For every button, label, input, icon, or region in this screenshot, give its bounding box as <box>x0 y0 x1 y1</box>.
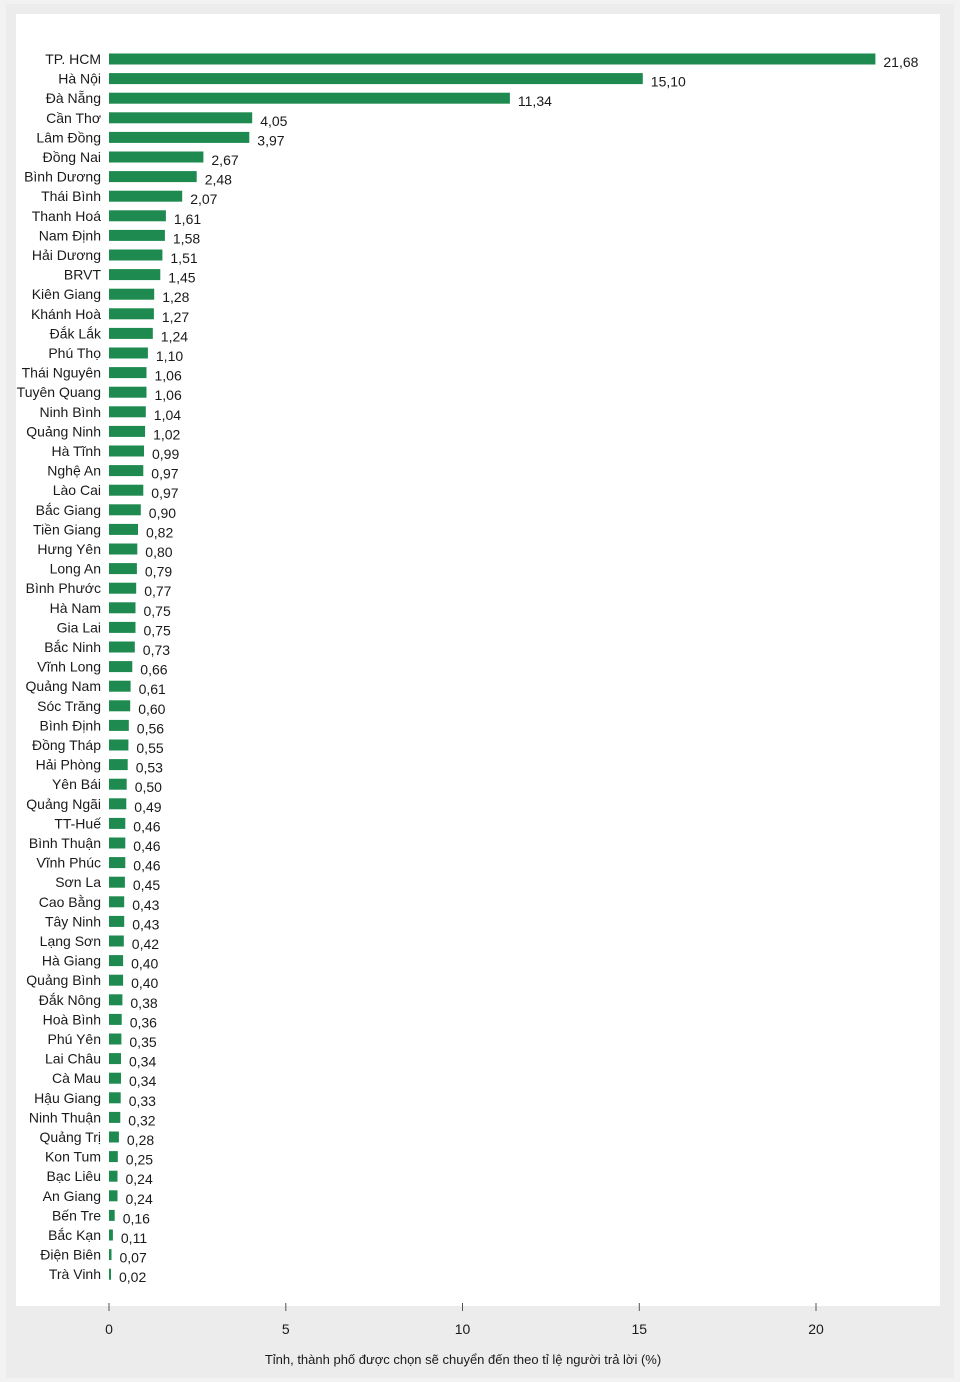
category-label: Ninh Thuận <box>28 1109 101 1126</box>
bar <box>109 73 643 84</box>
bar <box>109 191 182 202</box>
bar <box>109 544 137 555</box>
category-label: Tuyên Quang <box>16 384 101 401</box>
category-label: Quảng Bình <box>26 972 101 989</box>
value-label: 1,24 <box>160 328 189 345</box>
bar <box>109 1151 118 1162</box>
category-label: Hải Dương <box>31 247 101 263</box>
category-label: Bạc Liêu <box>46 1168 101 1185</box>
category-label: Bình Dương <box>24 168 101 185</box>
value-label: 0,53 <box>135 759 163 776</box>
bar <box>109 171 197 182</box>
bar <box>109 1269 111 1280</box>
category-label: Hậu Giang <box>34 1089 101 1106</box>
category-label: Cần Thơ <box>46 109 101 126</box>
value-label: 0,25 <box>125 1151 154 1168</box>
category-label: BRVT <box>63 266 101 283</box>
value-label: 0,56 <box>136 720 165 737</box>
value-label: 0,99 <box>152 446 180 462</box>
bar <box>109 1171 118 1182</box>
bar <box>109 955 123 966</box>
value-label: 0,50 <box>134 779 162 796</box>
value-label: 0,97 <box>151 485 179 502</box>
bar <box>109 524 138 535</box>
value-label: 0,40 <box>131 955 159 972</box>
category-label: Phú Thọ <box>48 345 101 361</box>
category-label: Bình Thuận <box>28 835 101 851</box>
bar <box>109 975 123 986</box>
category-label: Kon Tum <box>44 1148 101 1165</box>
bar <box>109 485 143 496</box>
category-label: Khánh Hoà <box>30 305 101 322</box>
bar <box>109 465 143 476</box>
category-label: TP. HCM <box>45 51 101 67</box>
value-label: 1,06 <box>154 387 182 404</box>
category-label: Lai Châu <box>44 1050 101 1067</box>
value-label: 0,77 <box>144 583 172 600</box>
value-label: 0,33 <box>128 1092 156 1109</box>
category-label: Lào Cai <box>52 482 101 499</box>
bar <box>109 1230 113 1241</box>
category-label: Vĩnh Phúc <box>36 854 101 871</box>
value-label: 15,10 <box>650 73 686 90</box>
bar <box>109 936 124 947</box>
value-label: 0,46 <box>133 857 161 874</box>
value-label: 11,34 <box>517 93 552 110</box>
value-label: 0,34 <box>129 1073 157 1090</box>
bar <box>109 112 252 123</box>
bar <box>109 1092 121 1103</box>
bar <box>109 622 136 633</box>
category-label: Trà Vinh <box>48 1266 101 1283</box>
category-label: Bắc Ninh <box>44 639 101 655</box>
value-label: 2,07 <box>190 191 218 208</box>
value-label: 0,55 <box>136 740 164 756</box>
value-label: 0,35 <box>129 1034 157 1050</box>
category-label: Hà Nội <box>58 70 101 87</box>
category-label: Đồng Nai <box>42 149 101 165</box>
value-label: 21,68 <box>883 54 919 70</box>
x-tick-label: 5 <box>281 1321 290 1337</box>
category-label: Kiên Giang <box>31 286 101 303</box>
bar <box>109 896 124 907</box>
x-tick-label: 0 <box>105 1321 113 1337</box>
category-label: Quảng Ninh <box>26 423 101 440</box>
category-label: Bình Định <box>39 717 101 734</box>
category-label: An Giang <box>42 1187 101 1204</box>
value-label: 4,05 <box>260 112 288 129</box>
bar <box>109 602 136 613</box>
category-label: Hoà Bình <box>42 1011 101 1028</box>
bar <box>109 406 146 417</box>
category-label: Nghệ An <box>47 462 101 479</box>
category-label: Thái Bình <box>41 188 101 205</box>
x-tick-label: 10 <box>454 1321 471 1337</box>
bar <box>109 798 126 809</box>
bar <box>109 857 125 868</box>
category-label: Nam Định <box>38 227 101 244</box>
bar <box>109 132 249 143</box>
category-label: Gia Lai <box>56 619 101 636</box>
category-label: Long An <box>49 560 101 577</box>
bar <box>109 152 203 163</box>
value-label: 0,42 <box>131 936 160 952</box>
value-label: 3,97 <box>257 132 285 149</box>
value-label: 0,46 <box>133 818 161 835</box>
category-label: Đà Nẵng <box>45 90 101 107</box>
value-label: 0,34 <box>129 1053 157 1070</box>
category-label: Quảng Nam <box>25 678 101 695</box>
category-label: Ninh Bình <box>39 403 101 420</box>
value-label: 0,24 <box>125 1190 153 1207</box>
category-label: Thái Nguyên <box>21 364 101 381</box>
value-label: 0,66 <box>140 661 168 678</box>
value-label: 0,97 <box>151 465 179 482</box>
bar <box>109 348 148 359</box>
bar <box>109 328 153 339</box>
category-label: Quảng Ngãi <box>26 795 101 812</box>
value-label: 0,90 <box>148 504 177 521</box>
bar <box>109 838 125 849</box>
bar <box>109 994 122 1005</box>
category-label: Sóc Trăng <box>37 697 101 714</box>
category-label: Cà Mau <box>51 1070 101 1087</box>
category-label: Lạng Sơn <box>39 933 101 949</box>
bar <box>109 426 145 437</box>
value-label: 0,36 <box>129 1014 157 1031</box>
bar <box>109 250 162 261</box>
value-label: 0,32 <box>128 1112 156 1129</box>
bar <box>109 54 875 65</box>
bar <box>109 1210 115 1221</box>
bar <box>109 661 132 672</box>
category-label: Yên Bái <box>51 776 101 793</box>
bar <box>109 367 147 378</box>
value-label: 0,16 <box>122 1210 150 1227</box>
category-label: Quảng Trị <box>39 1129 101 1145</box>
category-label: Vĩnh Long <box>37 658 101 675</box>
category-label: Thanh Hoá <box>31 207 101 224</box>
value-label: 0,07 <box>119 1249 147 1266</box>
value-label: 0,82 <box>146 524 174 541</box>
category-label: Hải Phòng <box>35 756 101 773</box>
value-label: 0,79 <box>144 563 173 580</box>
bar <box>109 916 124 927</box>
value-label: 1,51 <box>170 250 198 266</box>
bar <box>109 583 136 594</box>
bar <box>109 563 137 574</box>
value-label: 1,27 <box>161 308 190 325</box>
value-label: 0,75 <box>143 602 171 619</box>
bar <box>109 740 128 751</box>
category-label: Tây Ninh <box>44 913 101 930</box>
category-label: Bắc Giang <box>35 501 101 518</box>
bar <box>109 1112 120 1123</box>
value-label: 0,43 <box>132 896 160 913</box>
bar <box>109 1034 121 1045</box>
category-label: Bình Phước <box>25 580 101 597</box>
category-label: Đồng Tháp <box>31 737 101 753</box>
value-label: 2,67 <box>211 152 239 168</box>
value-label: 1,45 <box>168 269 196 286</box>
value-label: 0,60 <box>138 700 166 717</box>
category-label: Bến Tre <box>51 1207 101 1224</box>
category-label: Cao Bằng <box>38 893 101 910</box>
value-label: 0,49 <box>134 798 162 815</box>
bar <box>109 642 135 653</box>
value-label: 0,75 <box>143 622 171 639</box>
category-label: Tiền Giang <box>33 521 101 538</box>
bar <box>109 230 165 241</box>
x-axis-label: Tỉnh, thành phố được chọn sẽ chuyển đến theo tỉ lệ người trả lời (%) <box>264 1352 662 1367</box>
value-label: 1,02 <box>153 426 181 443</box>
category-label: Hà Nam <box>49 599 101 616</box>
value-label: 0,45 <box>132 877 161 894</box>
bar <box>109 700 130 711</box>
bar <box>109 877 125 888</box>
bar <box>109 1249 112 1260</box>
value-label: 1,28 <box>162 289 190 306</box>
value-label: 1,61 <box>173 210 202 227</box>
bar <box>109 289 154 300</box>
value-label: 1,10 <box>155 348 184 364</box>
value-label: 0,40 <box>131 975 159 992</box>
bar <box>109 720 129 731</box>
category-label: Hà Tĩnh <box>51 443 101 459</box>
bar <box>109 210 166 221</box>
value-label: 1,06 <box>154 367 182 384</box>
bar <box>109 504 141 515</box>
x-tick-label: 15 <box>631 1321 648 1337</box>
category-label: Lâm Đồng <box>36 129 101 146</box>
value-label: 0,73 <box>142 642 171 658</box>
bar <box>109 93 510 104</box>
value-label: 0,28 <box>126 1132 155 1148</box>
bar <box>109 1053 121 1064</box>
value-label: 1,04 <box>153 406 182 423</box>
bar <box>109 308 154 319</box>
category-label: Đắk Lắk <box>49 325 101 342</box>
category-label: Bắc Kạn <box>48 1227 101 1243</box>
value-label: 0,11 <box>120 1230 148 1246</box>
value-label: 0,80 <box>145 544 173 560</box>
category-label: Hưng Yên <box>37 541 101 557</box>
bar <box>109 1014 122 1025</box>
bar <box>109 387 147 398</box>
bar <box>109 759 128 770</box>
category-label: TT-Huế <box>54 815 101 832</box>
category-label: Phú Yên <box>47 1031 101 1047</box>
value-label: 0,46 <box>133 838 161 854</box>
value-label: 0,38 <box>130 994 158 1011</box>
bar <box>109 1190 118 1201</box>
category-label: Đắk Nông <box>38 991 101 1008</box>
value-label: 0,02 <box>119 1269 147 1286</box>
bar <box>109 681 131 692</box>
bar <box>109 1073 121 1084</box>
bar <box>109 779 127 790</box>
category-label: Sơn La <box>55 874 101 891</box>
bar <box>109 269 160 280</box>
category-label: Điện Biên <box>40 1246 101 1263</box>
value-label: 0,43 <box>132 916 160 933</box>
value-label: 0,24 <box>125 1171 153 1188</box>
value-label: 0,61 <box>138 681 166 698</box>
value-label: 1,58 <box>172 230 201 247</box>
category-label: Hà Giang <box>41 952 101 969</box>
bar <box>109 446 144 457</box>
bar <box>109 1132 119 1143</box>
x-tick-label: 20 <box>808 1321 824 1337</box>
value-label: 2,48 <box>204 171 232 188</box>
bar <box>109 818 125 829</box>
